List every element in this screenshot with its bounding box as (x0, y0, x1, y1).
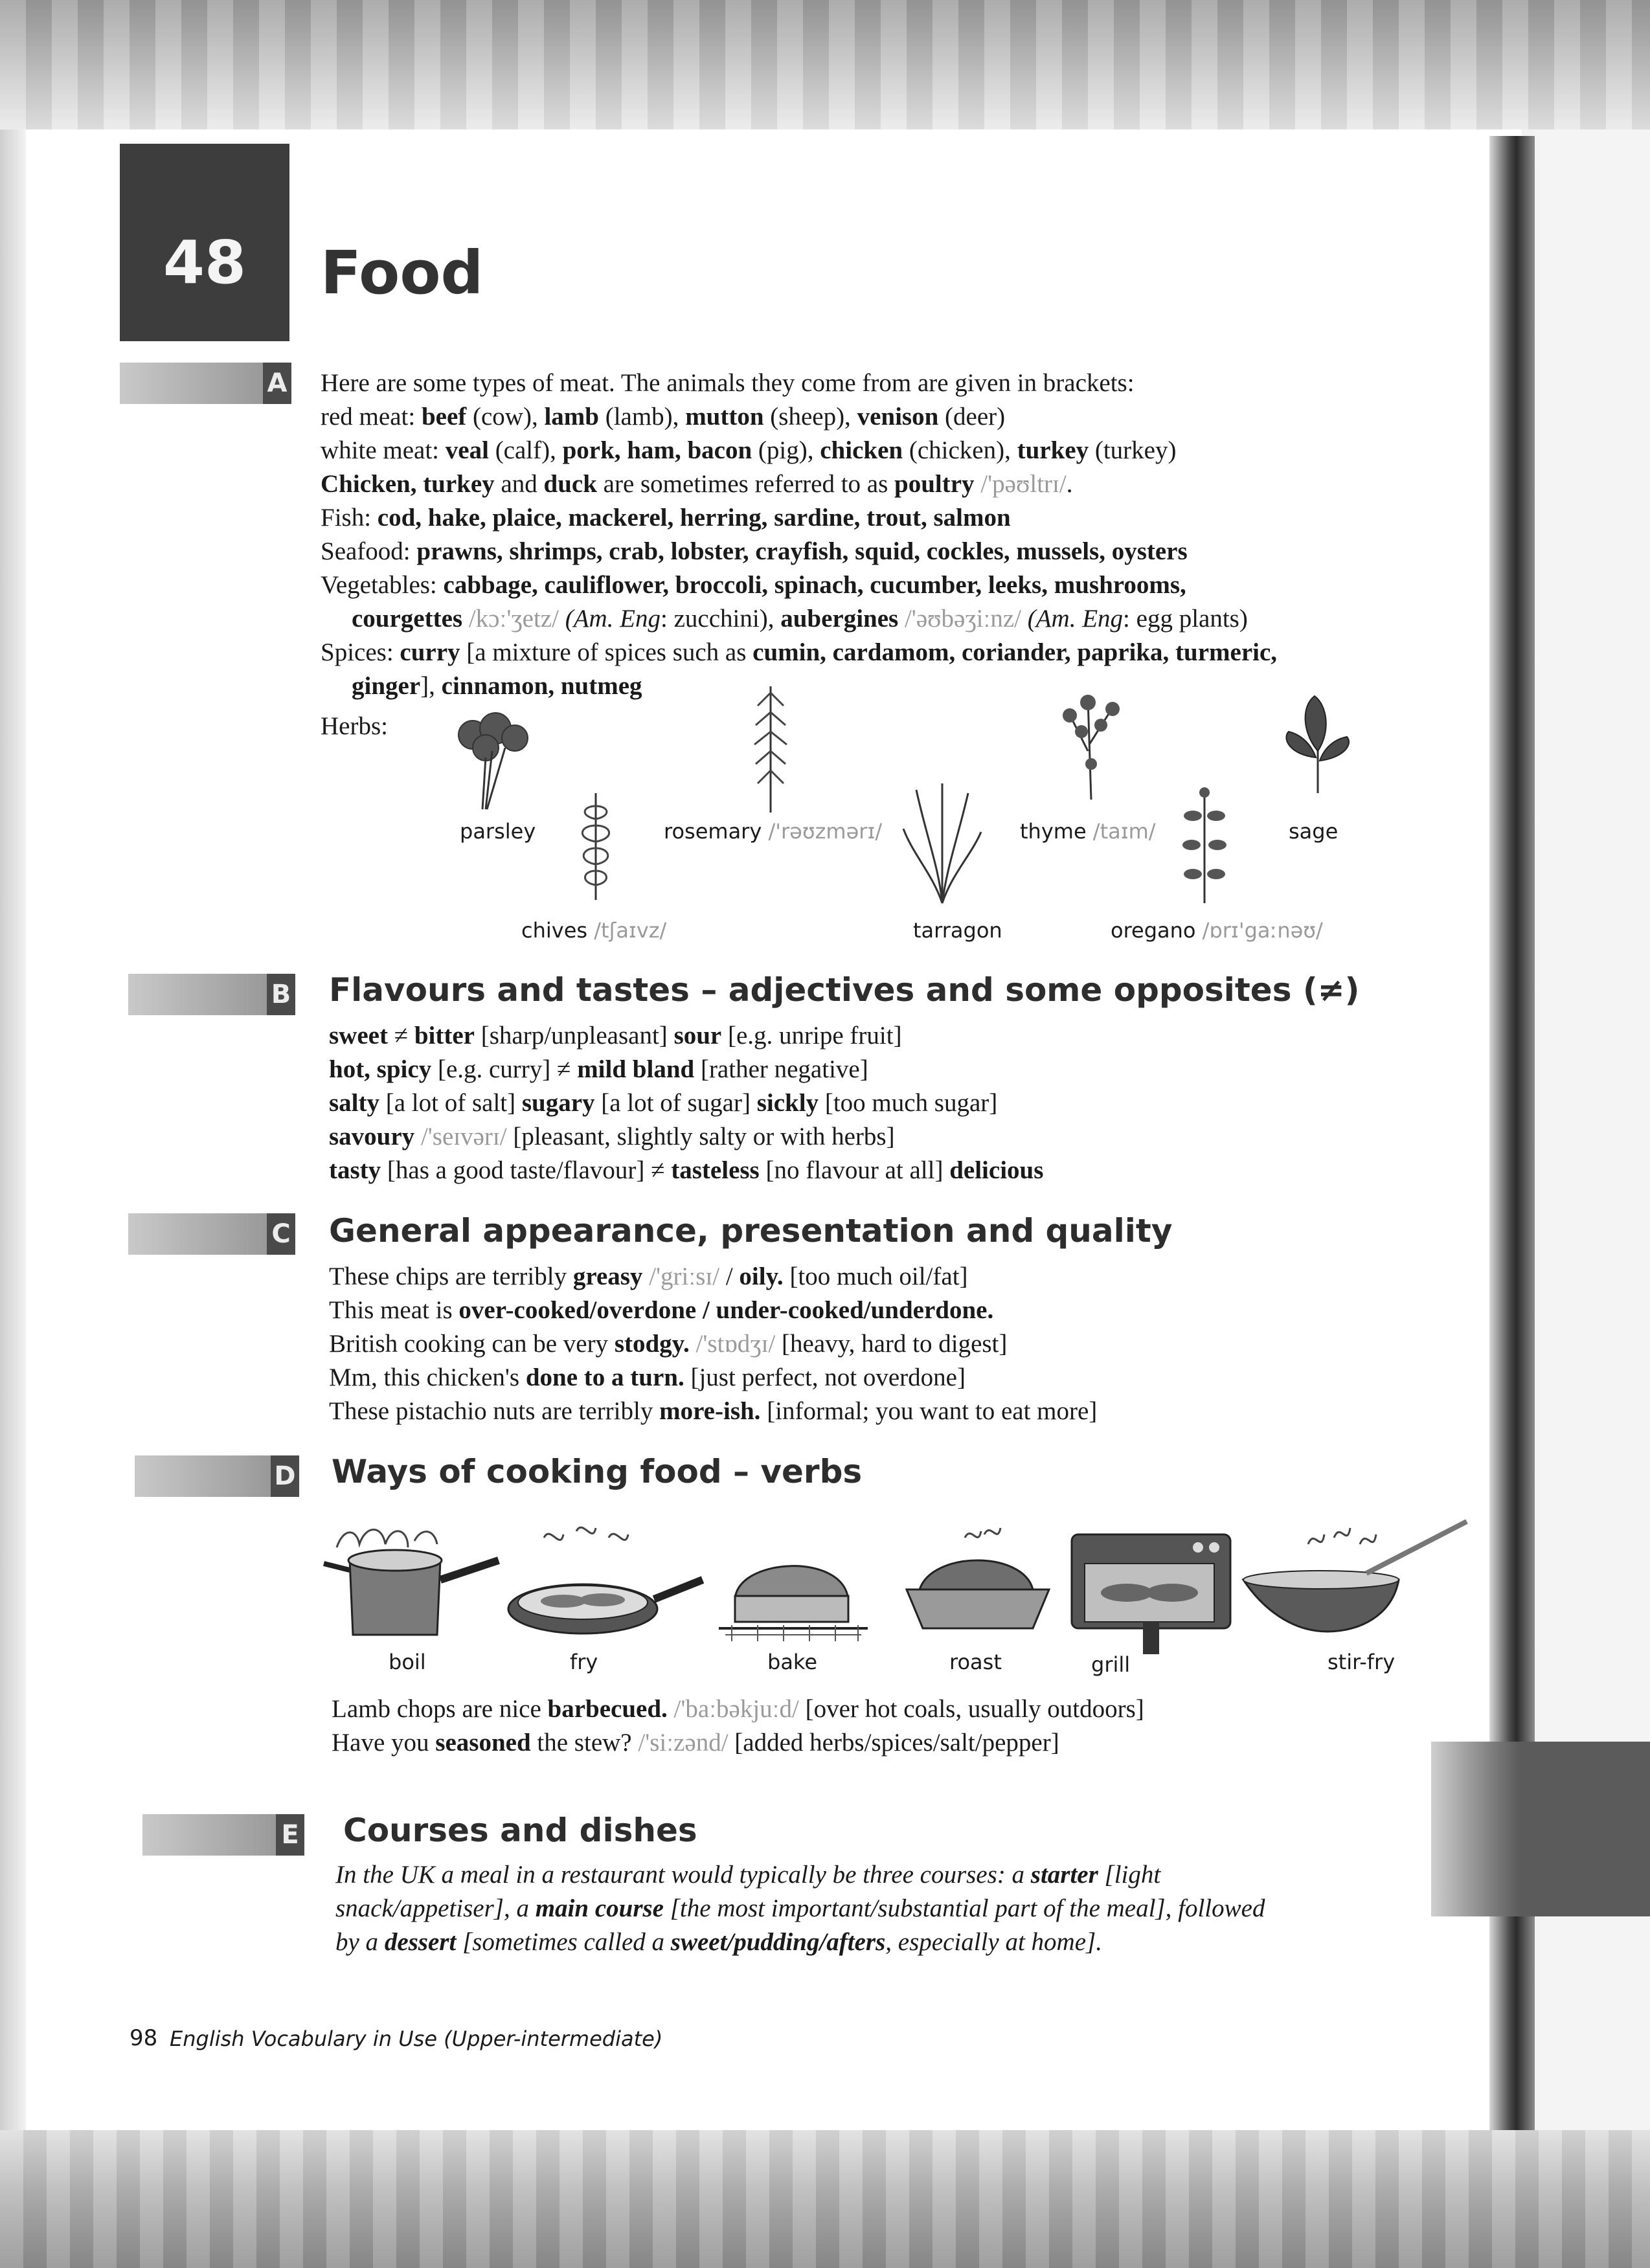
grill-illustration (1068, 1528, 1237, 1657)
text-line: ginger], cinnamon, nutmeg (352, 672, 642, 700)
unit-number-box (120, 144, 289, 341)
herbs-label: Herbs: (321, 712, 388, 740)
text-line: tasty [has a good taste/flavour] ≠ tasteless [no flavour at all] delicious (329, 1156, 1044, 1184)
sage-illustration (1276, 693, 1360, 796)
scan-shadow-left (0, 129, 26, 2130)
section-e-letter: E (276, 1814, 304, 1856)
verb-label-roast: roast (949, 1650, 1002, 1674)
section-d-letter: D (271, 1455, 299, 1497)
text-line: Lamb chops are nice barbecued. /'baːbəkjuːd/ [over hot coals, usually outdoors] (332, 1695, 1144, 1723)
text-line: salty [a lot of salt] sugary [a lot of sugar] sickly [too much sugar] (329, 1089, 998, 1117)
thyme-illustration (1056, 686, 1127, 803)
section-d-heading: Ways of cooking food – verbs (332, 1453, 863, 1490)
verb-label-grill: grill (1091, 1652, 1131, 1677)
boil-illustration (311, 1515, 505, 1645)
text-line: In the UK a meal in a restaurant would typically be three courses: a starter [light (335, 1861, 1161, 1889)
section-b-heading: Flavours and tastes – adjectives and some opposites (≠) (329, 971, 1360, 1009)
section-a-letter: A (263, 363, 291, 404)
section-d-text (332, 1692, 1144, 1760)
herb-label-chives: chives /tʃaɪvz/ (521, 918, 667, 943)
section-c-text (329, 1260, 1097, 1428)
text-line: courgettes /kɔː'ʒetz/ (Am. Eng: zucchini), aubergines /'əʊbəʒiːnz/ (Am. Eng: egg plants) (352, 605, 1248, 633)
text-line: British cooking can be very stodgy. /'stɒdʒɪ/ [heavy, hard to digest] (329, 1330, 1008, 1358)
scan-stripes-top (0, 0, 1650, 129)
text-line: sweet ≠ bitter [sharp/unpleasant] sour [e.g. unripe fruit] (329, 1022, 902, 1050)
text-line: Fish: cod, hake, plaice, mackerel, herring, sardine, trout, salmon (321, 504, 1011, 532)
section-e-text (335, 1858, 1265, 1959)
text-line: Here are some types of meat. The animals they come from are given in brackets: (321, 369, 1135, 397)
tarragon-illustration (900, 777, 984, 906)
text-line: hot, spicy [e.g. curry] ≠ mild bland [rather negative] (329, 1055, 868, 1083)
text-line: snack/appetiser], a main course [the most important/substantial part of the meal], followed (335, 1894, 1265, 1922)
roast-illustration (894, 1518, 1062, 1645)
section-c-letter: C (267, 1213, 295, 1255)
page-number: 98 (130, 2025, 158, 2051)
herb-label-rosemary: rosemary /'rəʊzmərɪ/ (664, 819, 883, 844)
section-c-tab (128, 1213, 295, 1255)
section-c-heading: General appearance, presentation and quality (329, 1212, 1173, 1250)
parsley-illustration (447, 712, 537, 816)
rosemary-illustration (748, 680, 793, 816)
section-a-tab (120, 363, 291, 404)
verb-label-fry: fry (570, 1650, 598, 1674)
text-line: These chips are terribly greasy /'griːsɪ/ / oily. [too much oil/fat] (329, 1263, 968, 1290)
herb-label-tarragon: tarragon (913, 918, 1002, 943)
section-e-heading: Courses and dishes (343, 1812, 697, 1849)
herb-label-parsley: parsley (460, 819, 536, 844)
text-line: Seafood: prawns, shrimps, crab, lobster, crayfish, squid, cockles, mussels, oysters (321, 537, 1188, 565)
bake-illustration (712, 1531, 874, 1645)
text-line: savoury /'seɪvərɪ/ [pleasant, slightly salty or with herbs] (329, 1123, 895, 1151)
book-title: English Vocabulary in Use (Upper-intermediate) (170, 2027, 663, 2051)
section-b-tab (128, 974, 295, 1015)
fry-illustration (499, 1518, 706, 1641)
text-line: These pistachio nuts are terribly more-ish. [informal; you want to eat more] (329, 1397, 1098, 1425)
stir-fry-illustration (1237, 1518, 1470, 1654)
herb-label-sage: sage (1289, 819, 1339, 844)
scan-stripes-bottom (0, 2130, 1650, 2268)
section-e-tab (142, 1814, 304, 1856)
text-line: red meat: beef (cow), lamb (lamb), mutton (sheep), venison (deer) (321, 403, 1006, 431)
section-b-letter: B (267, 974, 295, 1015)
text-line: white meat: veal (calf), pork, ham, bacon (pig), chicken (chicken), turkey (turkey) (321, 436, 1177, 464)
verb-label-boil: boil (389, 1650, 426, 1674)
text-line: by a dessert [sometimes called a sweet/pudding/afters, especially at home]. (335, 1928, 1102, 1956)
chives-illustration (570, 787, 622, 903)
text-line: Spices: curry [a mixture of spices such as cumin, cardamom, coriander, paprika, turmeric, (321, 638, 1278, 666)
section-a-text (321, 366, 1277, 743)
verb-label-stir-fry: stir-fry (1328, 1650, 1396, 1674)
page-edge-shadow (1431, 1742, 1650, 1916)
text-line: Vegetables: cabbage, cauliflower, broccoli, spinach, cucumber, leeks, mushrooms, (321, 571, 1186, 599)
herb-label-oregano: oregano /ɒrɪ'gaːnəʊ/ (1111, 918, 1323, 943)
section-b-text (329, 1019, 1043, 1187)
oregano-illustration (1179, 783, 1230, 906)
unit-number: 48 (163, 228, 247, 297)
text-line: Chicken, turkey and duck are sometimes referred to as poultry /'pəʊltrɪ/. (321, 470, 1073, 498)
herb-label-thyme: thyme /taɪm/ (1020, 819, 1156, 844)
text-line: This meat is over-cooked/overdone / under-cooked/underdone. (329, 1296, 994, 1324)
text-line: Have you seasoned the stew? /'siːzənd/ [added herbs/spices/salt/pepper] (332, 1729, 1059, 1757)
section-d-tab (135, 1455, 299, 1497)
verb-label-bake: bake (767, 1650, 817, 1674)
text-line: Mm, this chicken's done to a turn. [just perfect, not overdone] (329, 1364, 966, 1391)
page-title: Food (321, 238, 484, 308)
